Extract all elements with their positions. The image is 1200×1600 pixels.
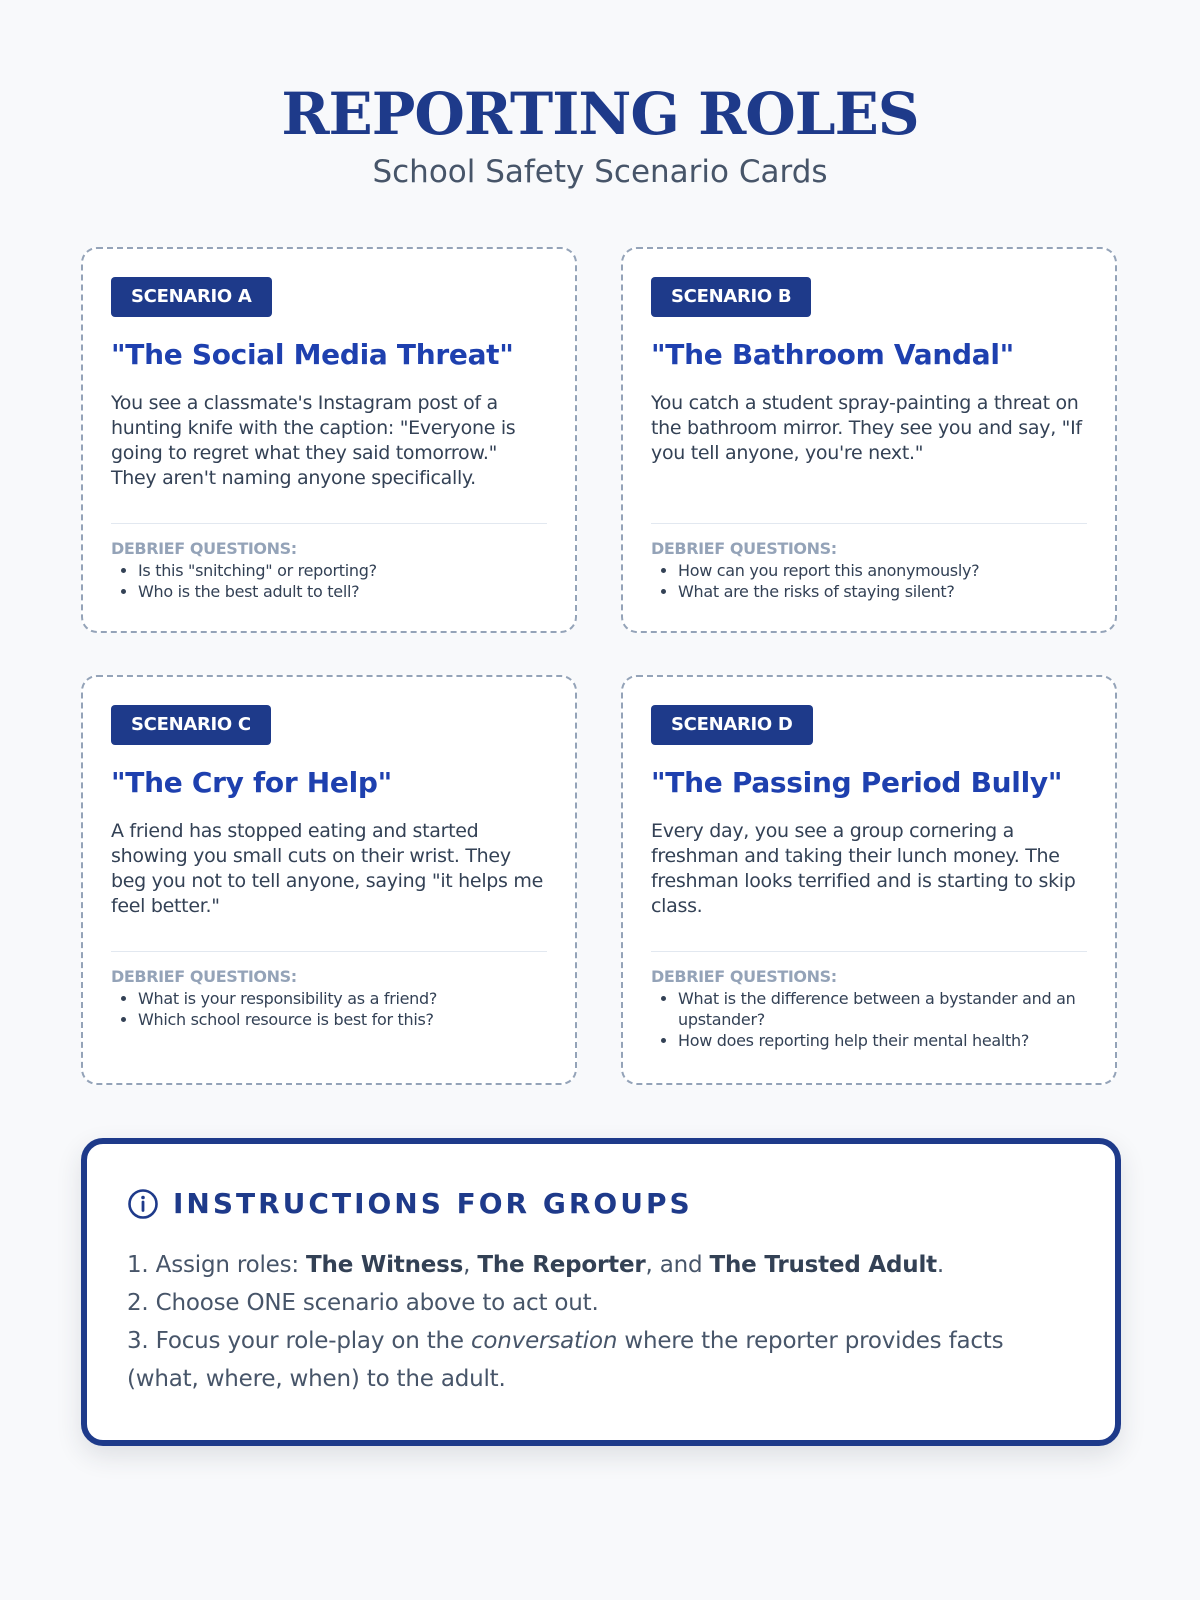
instructions-panel [81,1138,1121,1446]
debrief-question: • What is your responsibility as a friend? [138,988,547,1009]
instructions-heading [127,1188,1075,1220]
debrief-label: DEBRIEF QUESTIONS: [651,539,837,558]
scenario-badge: SCENARIO A [111,277,272,317]
step-1-separator: , [463,1252,478,1278]
card-divider [651,523,1087,524]
scenario-card-c [81,675,577,1085]
debrief-question: • Is this "snitching" or reporting? [138,560,547,581]
card-divider [111,951,547,952]
scenario-description: You catch a student spray-painting a threat on the bathroom mirror. They see you and say, "If you tell anyone, you're next." [651,392,1082,464]
scenario-description: Every day, you see a group cornering a freshman and taking their lunch money. The freshman looks terrified and is starting to skip class. [651,820,1076,917]
step-1-end: . [936,1252,945,1278]
debrief-question: • What are the risks of staying silent? [678,581,1087,602]
step-1-prefix: 1. Assign roles: [127,1252,307,1278]
scenario-card-b [621,247,1117,633]
scenario-title: "The Social Media Threat" [111,338,514,371]
page-header [0,82,1200,192]
scenario-description: A friend has stopped eating and started showing you small cuts on their wrist. They beg you not to tell anyone, saying "it helps me feel better." [111,820,543,917]
scenario-badge: SCENARIO D [651,705,813,745]
debrief-label: DEBRIEF QUESTIONS: [111,539,297,558]
page-subtitle: School Safety Scenario Cards [372,154,828,190]
step-3-emphasis: conversation [470,1328,618,1354]
scenario-title: "The Bathroom Vandal" [651,338,1014,371]
role-reporter: The Reporter [477,1252,646,1278]
step-3-suffix: where the reporter provides facts (what, where, when) to the adult. [127,1328,1004,1392]
scenario-title: "The Cry for Help" [111,766,392,799]
debrief-question: • Who is the best adult to tell? [138,581,547,602]
scenario-card-a [81,247,577,633]
step-3-prefix: 3. Focus your role-play on the [127,1328,471,1354]
role-witness: The Witness [306,1252,464,1278]
card-divider [111,523,547,524]
debrief-question: • How can you report this anonymously? [678,560,1087,581]
debrief-label: DEBRIEF QUESTIONS: [651,967,837,986]
step-1-separator: , and [645,1252,710,1278]
page-title: REPORTING ROLES [281,80,919,148]
instructions-steps [127,1246,1075,1398]
instruction-step-3 [127,1322,1075,1398]
debrief-question: • How does reporting help their mental health? [678,1030,1087,1051]
debrief-question: • Which school resource is best for this? [138,1009,547,1030]
scenario-badge: SCENARIO B [651,277,811,317]
scenario-description: You see a classmate's Instagram post of a hunting knife with the caption: "Everyone is going to regret what they said tomorrow." They aren't naming anyone specifically. [111,392,516,489]
debrief-question-list [111,560,547,602]
instructions-title: INSTRUCTIONS FOR GROUPS [173,1187,693,1220]
debrief-question-list [651,988,1087,1051]
debrief-label: DEBRIEF QUESTIONS: [111,967,297,986]
card-divider [651,951,1087,952]
role-trusted-adult: The Trusted Adult [709,1252,937,1278]
scenario-badge: SCENARIO C [111,705,271,745]
scenario-title: "The Passing Period Bully" [651,766,1063,799]
debrief-question-list [651,560,1087,602]
debrief-question: • What is the difference between a bystander and an upstander? [678,988,1087,1030]
instruction-step-1 [127,1246,1075,1284]
instruction-step-2: 2. Choose ONE scenario above to act out. [127,1290,599,1316]
info-icon [127,1188,159,1220]
scenario-card-d [621,675,1117,1085]
debrief-question-list [111,988,547,1030]
